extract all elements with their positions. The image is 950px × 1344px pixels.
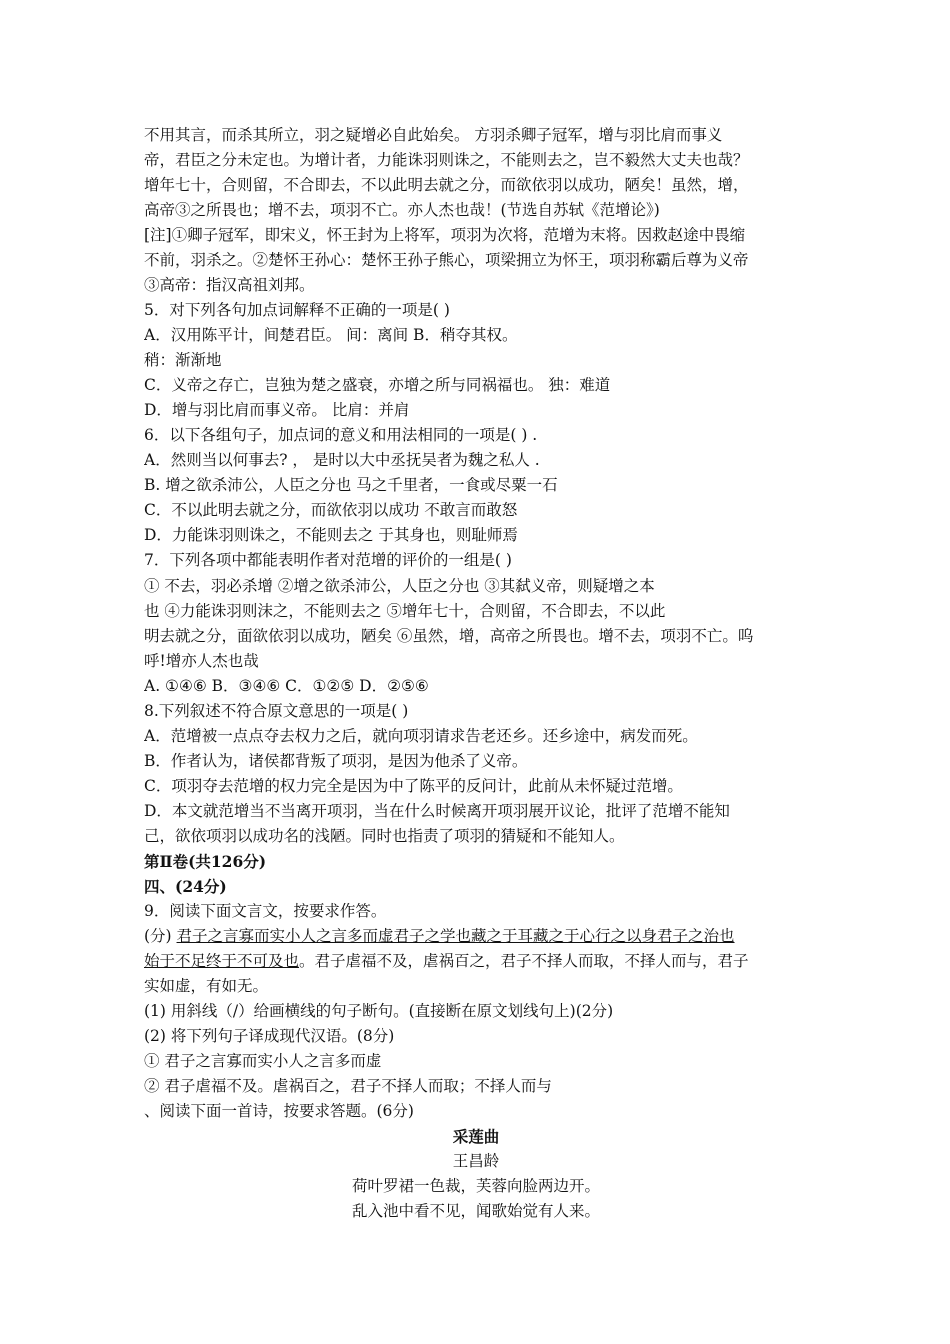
question-8-option: A．范增被一点点夺去权力之后，就向项羽请求告老还乡。还乡途中，病发而死。 xyxy=(144,727,698,745)
question-6-option: B. 增之欲杀沛公，人臣之分也 马之千里者，一食或尽粟一石 xyxy=(144,476,558,494)
question-6-stem: 6．以下各组句子，加点词的意义和用法相同的一项是( ) . xyxy=(144,426,538,444)
question-9-sub: (1) 用斜线（/）给画横线的句子断句。(直接断在原文划线句上)(2分) xyxy=(144,1002,614,1020)
question-7-items: ① 不去，羽必杀增 ②增之欲杀沛公，人臣之分也 ③其弑义帝，则疑增之本 xyxy=(144,577,655,595)
question-5-option: 稍：渐渐地 xyxy=(144,351,222,369)
question-9-sentence: ① 君子之言寡而实小人之言多而虚 xyxy=(144,1052,382,1070)
passage-text: 。君子虐福不及，虐祸百之，君子不择人而取，不择人而与，君子 xyxy=(299,952,749,970)
question-8-option: B．作者认为，诸侯都背叛了项羽，是因为他杀了义帝。 xyxy=(144,752,528,770)
question-5-stem: 5．对下列各句加点词解释不正确的一项是( ) xyxy=(144,301,450,319)
question-9-sentence: ② 君子虐福不及。虐祸百之，君子不择人而取；不择人而与 xyxy=(144,1077,552,1095)
question-7-stem: 7．下列各项中都能表明作者对范增的评价的一组是( ) xyxy=(144,551,512,569)
part-heading: 四、(24分) xyxy=(144,877,227,896)
question-9-stem: 9．阅读下面文言文，按要求作答。 xyxy=(144,902,387,920)
underlined-sentence: 君子之言寡而实小人之言多而虚君子之学也藏之于耳藏之于心行之以身君子之治也 xyxy=(176,927,735,945)
poem-title: 采莲曲 xyxy=(452,1127,500,1146)
question-5-option: C．义帝之存亡，岂独为楚之盛衰，亦增之所与同祸福也。 独：难道 xyxy=(144,376,611,394)
question-10-stem: 、阅读下面一首诗，按要求答题。(6分) xyxy=(144,1102,414,1120)
question-7-items: 呼!增亦人杰也哉 xyxy=(144,652,259,670)
question-9-sub: (2) 将下列句子译成现代汉语。(8分) xyxy=(144,1027,395,1045)
text-line: 高帝③之所畏也；增不去，项羽不亡。亦人杰也哉！(节选自苏轼《范增论》) xyxy=(144,201,660,219)
text-line: 不用其言，而杀其所立，羽之疑增必自此始矣。 方羽杀卿子冠军，增与羽比肩而事义 xyxy=(144,126,723,144)
question-6-option: D．力能诛羽则诛之，不能则去之 于其身也，则耻师焉 xyxy=(144,526,518,544)
question-8-option: D．本文就范增当不当离开项羽，当在什么时候离开项羽展开议论，批评了范增不能知 xyxy=(144,802,730,820)
poem-line: 荷叶罗裙一色裁，芙蓉向脸两边开。 xyxy=(351,1177,600,1195)
question-7-items: 明去就之分，面欲依羽以成功，陋矣 ⑥虽然，增，高帝之所畏也。增不去，项羽不亡。呜 xyxy=(144,627,754,645)
footnote-line: [注]①卿子冠军，即宋义，怀王封为上将军，项羽为次将，范增为末将。因救赵途中畏缩 xyxy=(144,226,746,244)
underlined-sentence: 始于不足终于不可及也 xyxy=(144,952,300,970)
section-heading: 第Ⅱ卷(共126分) xyxy=(144,852,267,871)
poem-line: 乱入池中看不见，闻歌始觉有人来。 xyxy=(351,1202,600,1220)
question-8-option: 己，欲依项羽以成功名的浅陋。同时也指责了项羽的猜疑和不能知人。 xyxy=(144,827,625,845)
poem-author: 王昌龄 xyxy=(452,1152,500,1170)
text-line: 增年七十，合则留，不合即去，不以此明去就之分，而欲依羽以成功，陋矣！虽然，增， xyxy=(144,176,749,194)
passage-line: 实如虚，有如无。 xyxy=(144,977,269,995)
passage-line xyxy=(144,924,808,949)
text-line: 帝，君臣之分未定也。为增计者，力能诛羽则诛之，不能则去之，岂不毅然大丈夫也哉？ xyxy=(144,151,749,169)
question-5-option: D．增与羽比肩而事义帝。 比肩：并肩 xyxy=(144,401,410,419)
question-6-option: A．然则当以何事去? ， 是时以大中丞抚吴者为魏之私人 . xyxy=(144,451,540,469)
footnote-line: ③高帝：指汉高祖刘邦。 xyxy=(144,276,315,294)
question-8-stem: 8.下列叙述不符合原文意思的一项是( ) xyxy=(144,702,409,720)
question-6-option: C．不以此明去就之分，而欲依羽以成功 不敢言而敢怒 xyxy=(144,501,518,519)
passage-line xyxy=(144,949,808,974)
question-7-options: A. ①④⑥ B．③④⑥ C．①②⑤ D．②⑤⑥ xyxy=(144,677,429,695)
footnote-line: 不前，羽杀之。②楚怀王孙心：楚怀王孙子熊心，项梁拥立为怀王，项羽称霸后尊为义帝 xyxy=(144,251,749,269)
question-7-items: 也 ④力能诛羽则沫之，不能则去之 ⑤增年七十，合则留，不合即去，不以此 xyxy=(144,602,666,620)
question-5-option: A．汉用陈平计，间楚君臣。 间：离间 B．稍夺其权。 xyxy=(144,326,518,344)
question-8-option: C．项羽夺去范增的权力完全是因为中了陈平的反问计，此前从未怀疑过范增。 xyxy=(144,777,683,795)
passage-prefix: (分) xyxy=(144,927,177,945)
